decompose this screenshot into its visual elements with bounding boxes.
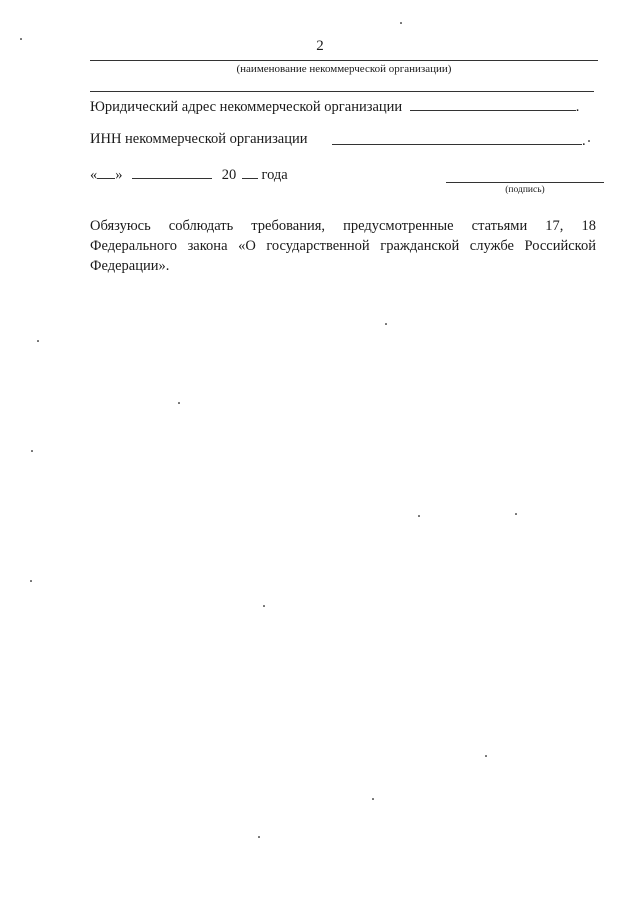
date-close-quote: » — [115, 167, 123, 183]
signature-line — [446, 182, 604, 183]
legal-address-field — [410, 97, 576, 111]
scan-speck — [588, 140, 590, 142]
date-day-field — [97, 165, 115, 179]
date-suffix: года — [261, 167, 288, 183]
inn-field-row — [332, 131, 586, 150]
org-name-line-2 — [90, 91, 594, 92]
inn-row — [90, 131, 308, 148]
scan-speck — [263, 605, 265, 607]
org-name-caption: (наименование некоммерческой организации) — [236, 63, 452, 75]
date-year-field — [242, 165, 258, 179]
scan-speck — [385, 323, 387, 325]
scan-speck — [20, 38, 22, 40]
scan-speck — [258, 836, 260, 838]
scan-speck — [418, 515, 420, 517]
statement-paragraph: Обязуюсь соблюдать требования, предусмотренные статьями 17, 18 Федерального закона «О государственной гражданской службе Российской Федерации». — [90, 218, 596, 274]
inn-end: . — [582, 133, 586, 149]
inn-label: ИНН некоммерческой организации — [90, 131, 308, 147]
scan-speck — [515, 513, 517, 515]
legal-address-label: Юридический адрес некоммерческой организации — [90, 99, 403, 115]
inn-field — [332, 131, 582, 145]
page-number: 2 — [316, 38, 324, 54]
date-month-field — [132, 165, 212, 179]
scan-speck — [30, 580, 32, 582]
org-name-line — [90, 60, 598, 61]
signature-caption: (подпись) — [505, 185, 545, 195]
scan-speck — [178, 402, 180, 404]
date-row — [90, 165, 288, 184]
legal-address-end: . — [575, 99, 580, 115]
scan-speck — [485, 755, 487, 757]
legal-address-row — [90, 97, 579, 116]
date-open-quote: « — [90, 167, 98, 183]
scan-speck — [400, 22, 402, 24]
scan-speck — [31, 450, 33, 452]
date-year-prefix: 20 — [221, 167, 237, 183]
scan-speck — [37, 340, 39, 342]
scan-speck — [372, 798, 374, 800]
